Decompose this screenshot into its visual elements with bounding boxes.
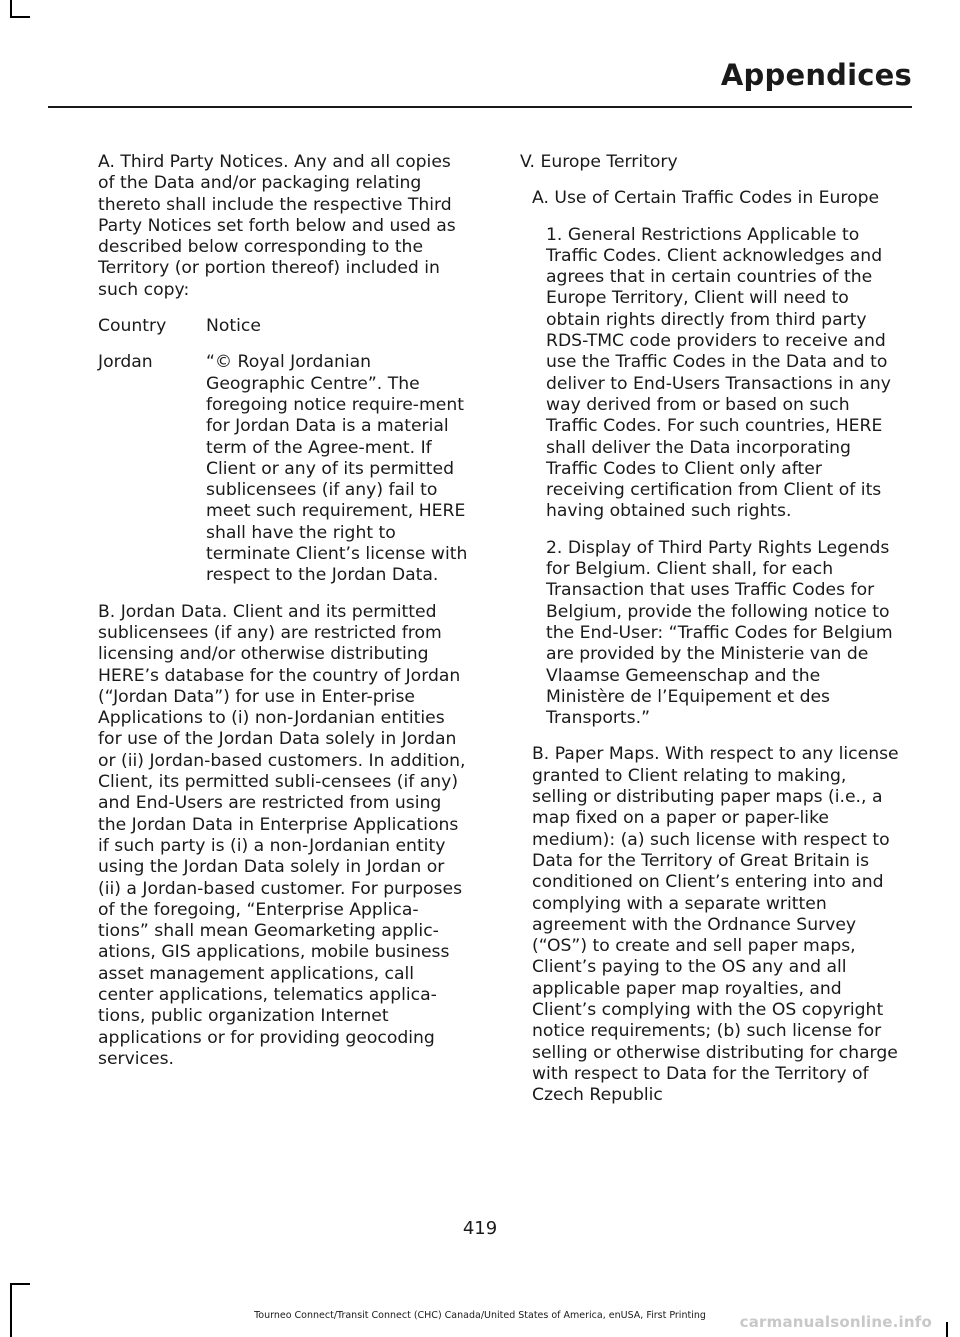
table-row xyxy=(98,352,468,586)
subsection-heading-traffic-codes: A. Use of Certain Traffic Codes in Europe xyxy=(532,188,880,209)
crop-mark-top-left-horizontal xyxy=(10,16,30,18)
column-header-country: Country xyxy=(98,316,167,337)
notice-table xyxy=(98,316,468,587)
paragraph-paper-maps: B. Paper Maps. With respect to any license granted to Client relating to making, selling or distributing paper maps (i.e., a map fixed on a paper or paper-like medium): (a) such license with respect to Data for the Territory of Great Britain is conditioned on Client’s entering into and complying with a separate written agreement with the Ordnance Survey (“OS”) to create and sell paper maps, Client’s paying to the OS any and all applicable paper map royalties, and Client’s complying with the OS copyright notice requirements; (b) such license for selling or otherwise distributing for charge with respect to Data for the Territory of Czech Republic xyxy=(532,744,899,1106)
crop-mark-bottom-left-horizontal xyxy=(10,1283,30,1285)
footer-text: Tourneo Connect/Transit Connect (CHC) Canada/United States of America, enUSA, First Printing xyxy=(254,1310,706,1321)
left-column xyxy=(98,152,468,1085)
table-cell-country: Jordan xyxy=(98,352,153,373)
watermark: carmanualsonline.info xyxy=(739,1313,932,1331)
page-title: Appendices xyxy=(720,58,912,92)
paragraph-jordan-data: B. Jordan Data. Client and its permitted sublicensees (if any) are restricted from licensing and/or otherwise distributing HERE’s database for the country of Jordan (“Jordan Data”) for use in Enter-prise Applications to (i) non-Jordanian entities for use of the Jordan Data solely in Jordan or (ii) Jordan-based customers. In addition, Client, its permitted subli-censees (if any) and End-Users are restricted from using the Jordan Data in Enterprise Applications if such party is (i) a non-Jordanian entity using the Jordan Data solely in Jordan or (ii) a Jordan-based customer. For purposes of the foregoing, “Enterprise Applica-tions” shall mean Geomarketing applic-ations, GIS applications, mobile business asset management applications, call center applications, telematics applica-tions, public organization Internet applications or for providing geocoding services. xyxy=(98,601,466,1069)
right-column xyxy=(520,152,900,1121)
table-header-row xyxy=(98,316,468,337)
table-cell-notice: “© Royal Jordanian Geographic Centre”. The foregoing notice require-ment for Jordan Data is a material term of the Agree-ment. If Client or any of its permitted sublicensees (if any) fail to meet such requirement, HERE shall have the right to terminate Client’s license with respect to the Jordan Data. xyxy=(206,352,468,586)
paragraph-belgium-legends: 2. Display of Third Party Rights Legends for Belgium. Client shall, for each Transaction that uses Traffic Codes for Belgium, provide the following notice to the End-User: “Traffic Codes for Belgium are provided by the Ministerie van de Vlaamse Gemeenschap and the Ministère de l’Equipement et des Transports.” xyxy=(546,537,893,729)
paragraph-general-restrictions: 1. General Restrictions Applicable to Traffic Codes. Client acknowledges and agrees that in certain countries of the Europe Territory, Client will need to obtain rights directly from third party RDS-TMC code providers to receive and use the Traffic Codes in the Data and to deliver to End-Users Transactions in any way derived from or based on such Traffic Codes. For such countries, HERE shall deliver the Data incorporating Traffic Codes to Client only after receiving certification from Client of its having obtained such rights. xyxy=(546,224,891,522)
header-divider xyxy=(48,106,912,108)
crop-mark-bottom-right-vertical xyxy=(946,1322,948,1337)
column-header-notice: Notice xyxy=(206,316,261,337)
paragraph-third-party-notices: A. Third Party Notices. Any and all copies of the Data and/or packaging relating thereto shall include the respective Third Party Notices set forth below and used as described below corresponding to the Territory (or portion thereof) included in such copy: xyxy=(98,152,456,300)
section-heading-europe-territory: V. Europe Territory xyxy=(520,152,678,172)
page-number: 419 xyxy=(462,1218,498,1239)
